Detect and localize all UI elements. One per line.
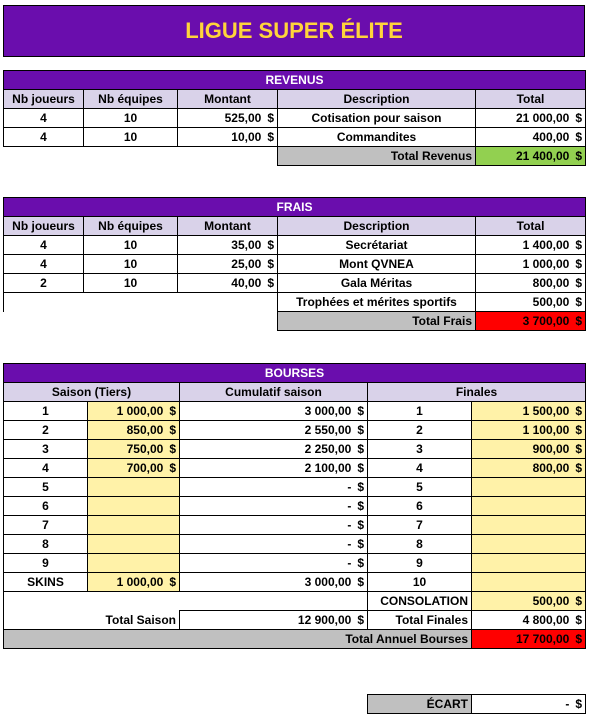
table-row <box>4 109 586 128</box>
cell-finale[interactable] <box>472 535 586 554</box>
total-saison-label: Total Saison <box>4 611 180 630</box>
cell-cumulatif[interactable]: 2 250,00 $ <box>180 440 368 459</box>
cell-rank: 5 <box>4 478 88 497</box>
cell-finale[interactable]: 800,00 $ <box>472 459 586 478</box>
cell-finale-rank: 2 <box>368 421 472 440</box>
cell-finale[interactable] <box>472 497 586 516</box>
col-header-cumulatif: Cumulatif saison <box>180 383 368 402</box>
total-revenus-label: Total Revenus <box>278 147 476 166</box>
col-header-saison: Saison (Tiers) <box>4 383 180 402</box>
col-header-description: Description <box>278 90 476 109</box>
cell-saison[interactable] <box>88 478 180 497</box>
cell-saison[interactable]: 750,00 $ <box>88 440 180 459</box>
col-header-joueurs: Nb joueurs <box>4 90 84 109</box>
table-row <box>4 236 586 255</box>
cell-joueurs[interactable]: 4 <box>4 236 84 255</box>
cell-saison[interactable]: 850,00 $ <box>88 421 180 440</box>
consolation-label: CONSOLATION <box>368 592 472 611</box>
cell-finale-rank: 10 <box>368 573 472 592</box>
cell-joueurs[interactable]: 2 <box>4 274 84 293</box>
total-annuel-label: Total Annuel Bourses <box>4 630 472 649</box>
frais-section-header: FRAIS <box>4 198 586 217</box>
total-saison-value[interactable]: 12 900,00 $ <box>180 611 368 630</box>
cell-equipes[interactable]: 10 <box>84 128 178 147</box>
cell-total[interactable]: 500,00 $ <box>476 293 586 312</box>
cell-cumulatif[interactable]: 3 000,00 $ <box>180 573 368 592</box>
table-row <box>4 128 586 147</box>
cell-rank: 6 <box>4 497 88 516</box>
cell-cumulatif[interactable]: - $ <box>180 554 368 573</box>
bourses-table <box>3 363 586 649</box>
cell-rank: SKINS <box>4 573 88 592</box>
table-row <box>4 497 586 516</box>
cell-equipes[interactable]: 10 <box>84 236 178 255</box>
cell-rank: 4 <box>4 459 88 478</box>
cell-equipes[interactable]: 10 <box>84 109 178 128</box>
cell-saison[interactable] <box>88 535 180 554</box>
cell-finale-rank: 1 <box>368 402 472 421</box>
cell-finale[interactable] <box>472 478 586 497</box>
cell-finale[interactable]: 900,00 $ <box>472 440 586 459</box>
cell-finale[interactable]: 1 100,00 $ <box>472 421 586 440</box>
cell-montant[interactable]: 25,00 $ <box>178 255 278 274</box>
revenus-section-header: REVENUS <box>4 71 586 90</box>
frais-table <box>3 197 586 331</box>
cell-saison[interactable] <box>88 516 180 535</box>
cell-saison[interactable]: 700,00 $ <box>88 459 180 478</box>
cell-finale-rank: 5 <box>368 478 472 497</box>
cell-total[interactable]: 400,00 $ <box>476 128 586 147</box>
cell-saison[interactable]: 1 000,00 $ <box>88 573 180 592</box>
table-row <box>4 255 586 274</box>
table-row <box>4 293 586 312</box>
cell-cumulatif[interactable]: - $ <box>180 535 368 554</box>
table-row <box>4 478 586 497</box>
cell-saison[interactable] <box>88 554 180 573</box>
col-header-finales: Finales <box>368 383 586 402</box>
cell-description[interactable]: Gala Méritas <box>278 274 476 293</box>
cell-montant[interactable]: 40,00 $ <box>178 274 278 293</box>
cell-rank: 9 <box>4 554 88 573</box>
table-row <box>4 516 586 535</box>
cell-finale[interactable] <box>472 573 586 592</box>
col-header-description: Description <box>278 217 476 236</box>
table-row <box>4 459 586 478</box>
total-finales-label: Total Finales <box>368 611 472 630</box>
total-frais-value[interactable]: 3 700,00 $ <box>476 312 586 331</box>
cell-saison[interactable] <box>88 497 180 516</box>
col-header-montant: Montant <box>178 217 278 236</box>
cell-rank: 8 <box>4 535 88 554</box>
cell-rank: 3 <box>4 440 88 459</box>
table-row <box>4 274 586 293</box>
cell-cumulatif[interactable]: - $ <box>180 478 368 497</box>
table-row <box>4 421 586 440</box>
cell-cumulatif[interactable]: - $ <box>180 497 368 516</box>
cell-rank: 2 <box>4 421 88 440</box>
cell-rank: 7 <box>4 516 88 535</box>
cell-description[interactable]: Trophées et mérites sportifs <box>278 293 476 312</box>
total-annuel-value[interactable]: 17 700,00 $ <box>472 630 586 649</box>
cell-cumulatif[interactable]: 2 100,00 $ <box>180 459 368 478</box>
cell-finale-rank: 8 <box>368 535 472 554</box>
ecart-table <box>367 694 586 714</box>
consolation-value[interactable]: 500,00 $ <box>472 592 586 611</box>
ecart-value[interactable]: - $ <box>472 695 586 714</box>
table-row <box>4 573 586 592</box>
cell-finale-rank: 7 <box>368 516 472 535</box>
cell-finale[interactable]: 1 500,00 $ <box>472 402 586 421</box>
total-finales-value[interactable]: 4 800,00 $ <box>472 611 586 630</box>
cell-rank: 1 <box>4 402 88 421</box>
cell-montant[interactable]: 10,00 $ <box>178 128 278 147</box>
col-header-total: Total <box>476 217 586 236</box>
revenus-table <box>3 70 586 166</box>
cell-total[interactable]: 1 400,00 $ <box>476 236 586 255</box>
cell-description[interactable]: Mont QVNEA <box>278 255 476 274</box>
cell-montant[interactable]: 525,00 $ <box>178 109 278 128</box>
cell-description[interactable]: Commandites <box>278 128 476 147</box>
cell-saison[interactable]: 1 000,00 $ <box>88 402 180 421</box>
cell-total[interactable]: 800,00 $ <box>476 274 586 293</box>
col-header-joueurs: Nb joueurs <box>4 217 84 236</box>
table-row <box>4 402 586 421</box>
col-header-equipes: Nb équipes <box>84 217 178 236</box>
cell-cumulatif[interactable]: - $ <box>180 516 368 535</box>
ecart-label: ÉCART <box>368 695 472 714</box>
cell-cumulatif[interactable]: 2 550,00 $ <box>180 421 368 440</box>
cell-finale[interactable] <box>472 516 586 535</box>
cell-total[interactable]: 21 000,00 $ <box>476 109 586 128</box>
page-title: LIGUE SUPER ÉLITE <box>3 5 585 57</box>
cell-finale-rank: 4 <box>368 459 472 478</box>
bourses-section-header: BOURSES <box>4 364 586 383</box>
cell-finale-rank: 3 <box>368 440 472 459</box>
total-revenus-value[interactable]: 21 400,00 $ <box>476 147 586 166</box>
cell-joueurs[interactable]: 4 <box>4 109 84 128</box>
col-header-montant: Montant <box>178 90 278 109</box>
table-row <box>4 535 586 554</box>
cell-finale[interactable] <box>472 554 586 573</box>
total-frais-label: Total Frais <box>278 312 476 331</box>
cell-equipes[interactable]: 10 <box>84 274 178 293</box>
cell-description[interactable]: Secrétariat <box>278 236 476 255</box>
cell-finale-rank: 6 <box>368 497 472 516</box>
col-header-equipes: Nb équipes <box>84 90 178 109</box>
cell-joueurs[interactable]: 4 <box>4 128 84 147</box>
cell-finale-rank: 9 <box>368 554 472 573</box>
cell-equipes[interactable]: 10 <box>84 255 178 274</box>
cell-montant[interactable]: 35,00 $ <box>178 236 278 255</box>
table-row <box>4 554 586 573</box>
cell-total[interactable]: 1 000,00 $ <box>476 255 586 274</box>
col-header-total: Total <box>476 90 586 109</box>
table-row <box>4 440 586 459</box>
cell-cumulatif[interactable]: 3 000,00 $ <box>180 402 368 421</box>
cell-description[interactable]: Cotisation pour saison <box>278 109 476 128</box>
cell-joueurs[interactable]: 4 <box>4 255 84 274</box>
